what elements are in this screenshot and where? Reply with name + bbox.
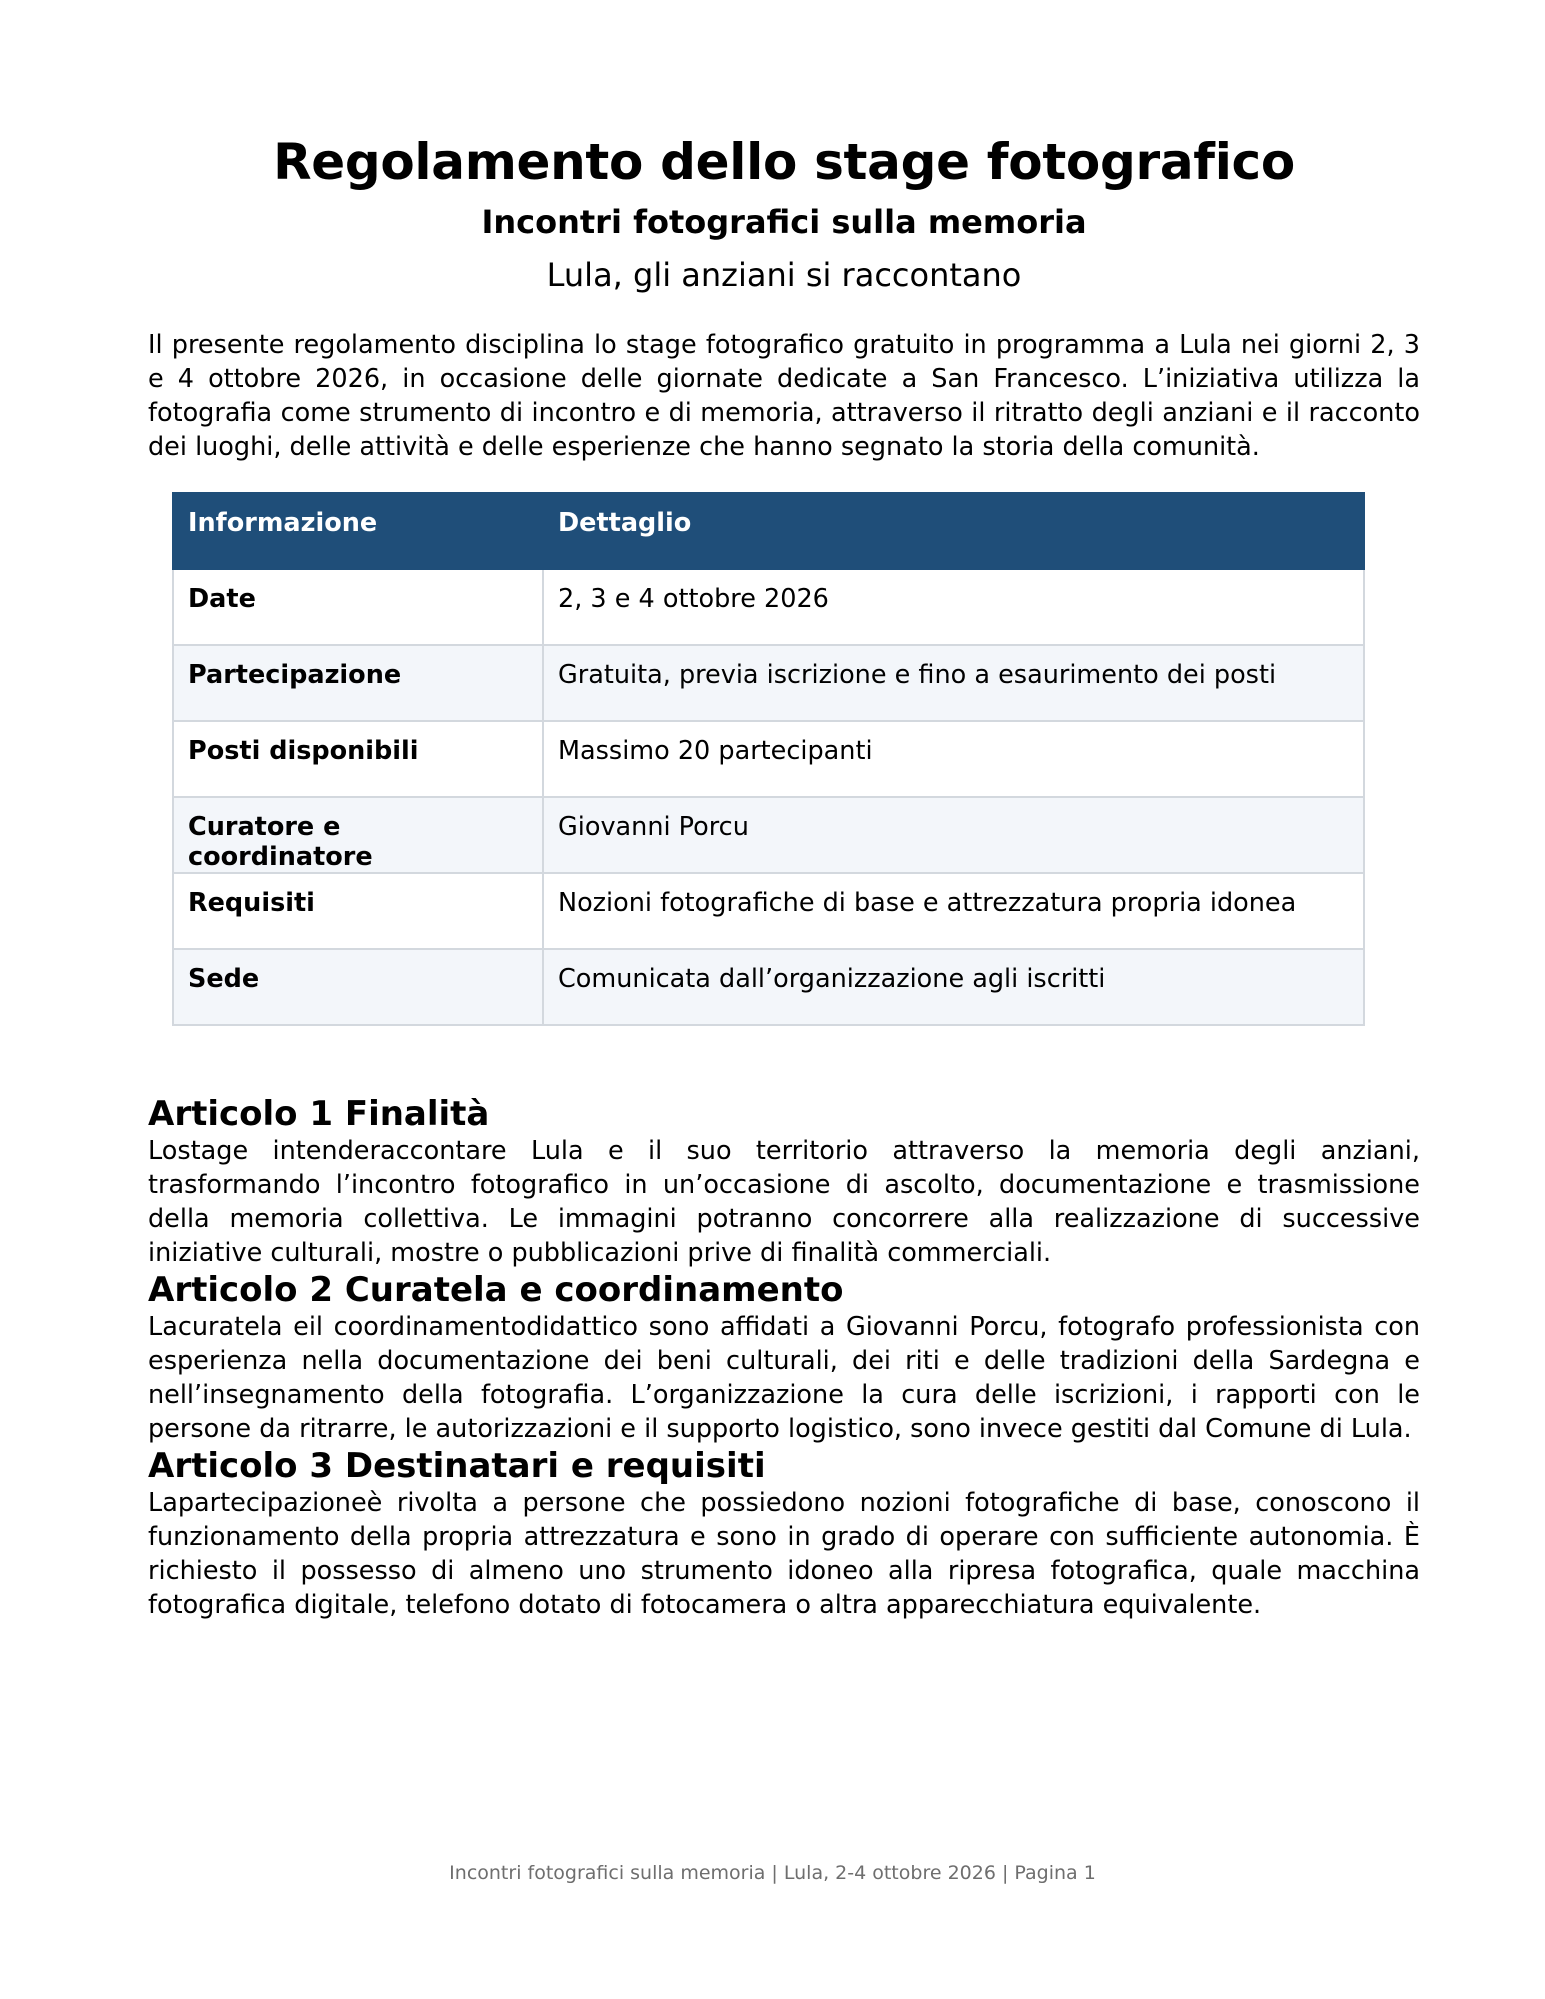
articles-section: [148, 1094, 1420, 1622]
table-row: [173, 645, 1364, 721]
table-row: [173, 797, 1364, 873]
page-subtitle: Incontri fotografici sulla memoria: [481, 203, 1087, 241]
table-row: [173, 569, 1364, 645]
article-title: Articolo 3 Destinatari e requisiti: [148, 1446, 766, 1486]
row-value: Nozioni fotografiche di base e attrezzatura propria idonea: [543, 873, 1364, 949]
article-body: Lapartecipazioneè rivolta a persone che possiedono nozioni fotografiche di base, conoscono il funzionamento della propria attrezzatura e sono in grado di operare con sufficiente autonomia. È richiesto il possesso di almeno uno strumento idoneo alla ripresa fotografica, quale macchina fotografica digitale, telefono dotato di fotocamera o altra apparecchiatura equivalente.: [148, 1488, 1420, 1620]
table-row: [173, 873, 1364, 949]
row-label: Curatore e coordinatore: [173, 797, 543, 873]
row-label: Sede: [173, 949, 543, 1025]
row-label: Posti disponibili: [173, 721, 543, 797]
row-value: 2, 3 e 4 ottobre 2026: [543, 569, 1364, 645]
article-3: [148, 1446, 1420, 1622]
table-row: [173, 949, 1364, 1025]
intro-paragraph: Il presente regolamento disciplina lo stage fotografico gratuito in programma a Lula nei giorni 2, 3 e 4 ottobre 2026, in occasione delle giornate dedicate a San Francesco. L’iniziativa utilizza la fotografia come strumento di incontro e di memoria, attraverso il ritratto degli anziani e il racconto dei luoghi, delle attività e delle esperienze che hanno segnato la storia della comunità.: [148, 330, 1420, 462]
row-value: Giovanni Porcu: [543, 797, 1364, 873]
table-header-row: [173, 493, 1364, 569]
document-page: [148, 128, 1420, 1622]
article-body: Lostage intenderaccontare Lula e il suo territorio attraverso la memoria degli anziani, trasformando l’incontro fotografico in un’occasione di ascolto, documentazione e trasmissione della memoria collettiva. Le immagini potranno concorrere alla realizzazione di successive iniziative culturali, mostre o pubblicazioni prive di finalità commerciali.: [148, 1136, 1420, 1268]
article-body: Lacuratela eil coordinamentodidattico sono affidati a Giovanni Porcu, fotografo professionista con esperienza nella documentazione dei beni culturali, dei riti e delle tradizioni della Sardegna e nell’insegnamento della fotografia. L’organizzazione la cura delle iscrizioni, i rapporti con le persone da ritrarre, le autorizzazioni e il supporto logistico, sono invece gestiti dal Comune di Lula.: [148, 1312, 1420, 1444]
table-header-cell: Dettaglio: [543, 493, 1364, 569]
row-label: Partecipazione: [173, 645, 543, 721]
table-header-cell: Informazione: [173, 493, 543, 569]
page-tagline: Lula, gli anziani si raccontano: [546, 256, 1022, 294]
article-1: [148, 1094, 1420, 1270]
row-value: Comunicata dall’organizzazione agli iscritti: [543, 949, 1364, 1025]
row-label: Date: [173, 569, 543, 645]
row-label: Requisiti: [173, 873, 543, 949]
row-value: Massimo 20 partecipanti: [543, 721, 1364, 797]
article-title: Articolo 2 Curatela e coordinamento: [148, 1270, 844, 1310]
row-value: Gratuita, previa iscrizione e fino a esaurimento dei posti: [543, 645, 1364, 721]
info-table: [172, 492, 1365, 1026]
article-title: Articolo 1 Finalità: [148, 1094, 490, 1134]
article-2: [148, 1270, 1420, 1446]
table-row: [173, 721, 1364, 797]
page-footer: Incontri fotografici sulla memoria | Lula, 2-4 ottobre 2026 | Pagina 1: [449, 1862, 1096, 1884]
page-title: Regolamento dello stage fotografico: [273, 133, 1295, 191]
